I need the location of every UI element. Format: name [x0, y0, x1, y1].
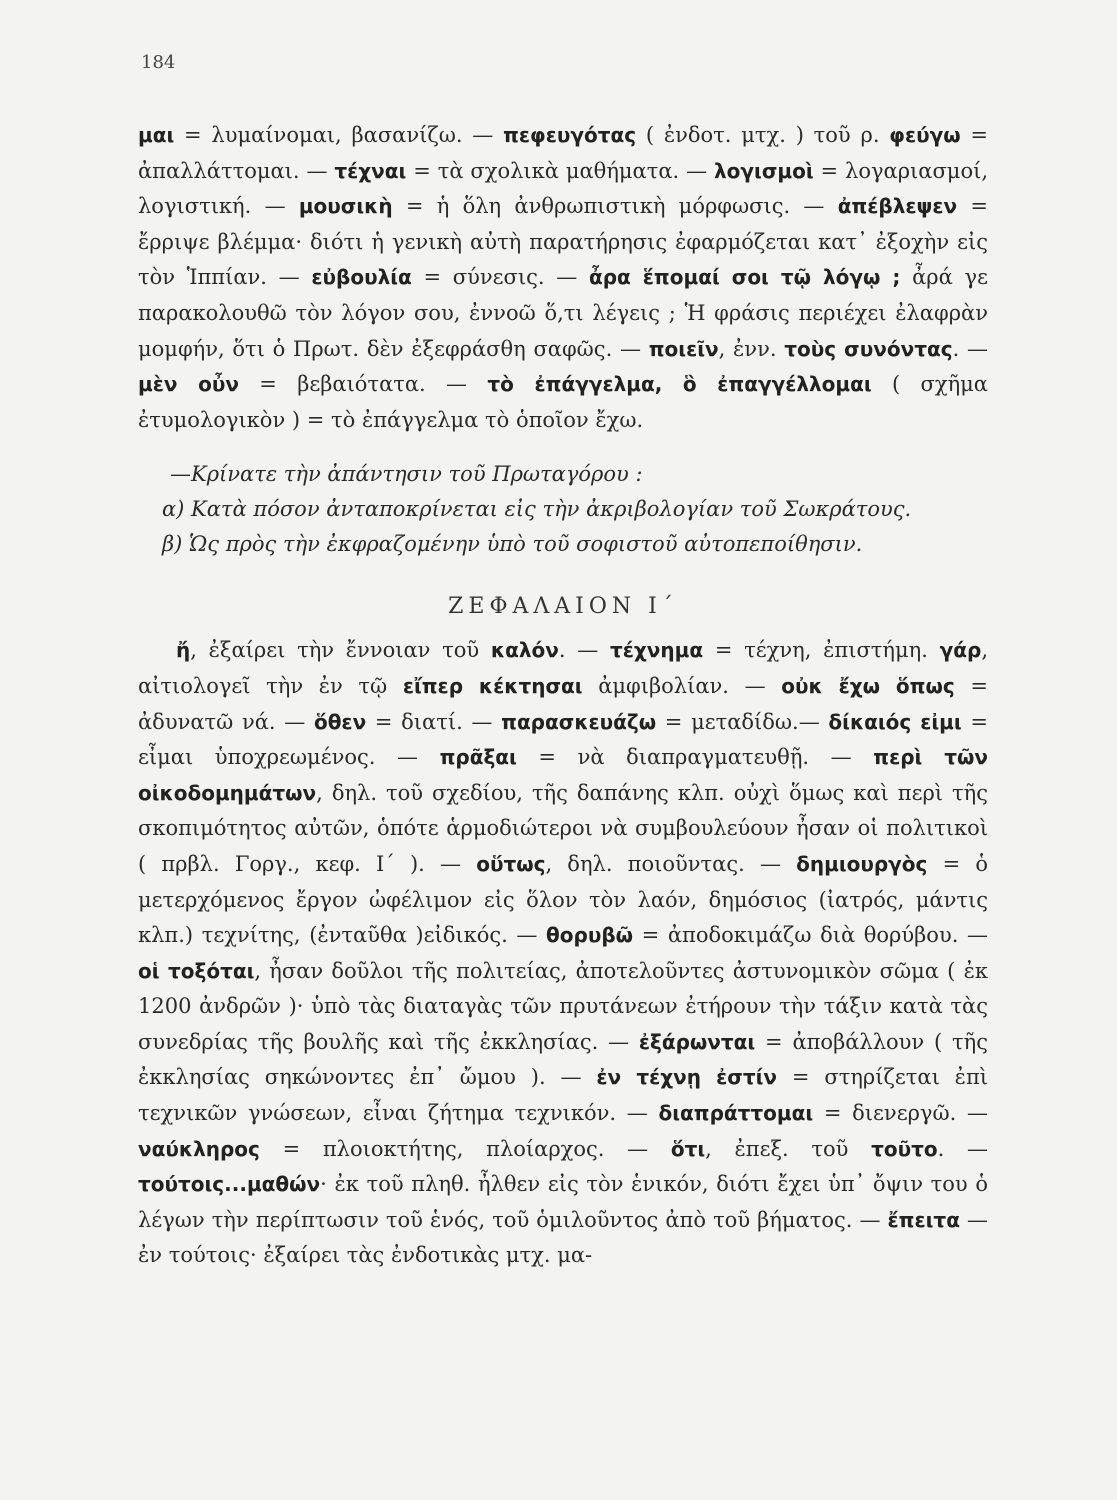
gloss-text: = τὰ σχολικὰ μαθήματα. — [406, 158, 714, 183]
gloss-text: = σύνεσις. — [411, 265, 589, 290]
gloss-text: = ἔρριψε βλέμμα· διότι ἡ γενικὴ αὐτὴ παρατήρησις ἐφαρμόζεται κατ᾽ ἐξοχὴν εἰς τὸν Ἱππίαν. — [138, 194, 988, 290]
gloss-text: = εἶμαι ὑποχρεωμένος. — [138, 709, 988, 770]
gloss-text: = πλοιοκτήτης, πλοίαρχος. — [259, 1136, 671, 1161]
commentary-paragraph-1 [138, 118, 988, 438]
chapter-title: ΖΕΦΑΛΑΙΟΝ Ι΄ [448, 594, 678, 620]
gloss-text: = διατί. — [366, 709, 502, 734]
gloss-text: , αἰτιολογεῖ τὴν ἐν τῷ [138, 638, 988, 698]
gloss-text: = ἡ ὅλη ἀνθρωπιστικὴ μόρφωσις. — [392, 194, 838, 219]
lemma-term: ἔπειτα [887, 1207, 960, 1232]
lemma-term: ἆρα ἕπομαί σοι τῷ λόγῳ ; [589, 265, 901, 290]
gloss-text: . — [558, 638, 610, 663]
lemma-term: ὅθεν [313, 709, 367, 734]
lemma-term: φεύγω [889, 123, 961, 147]
gloss-text: , δηλ. τοῦ σχεδίου, τῆς δαπάνης κλπ. οὐχὶ ὅμως καὶ περὶ τῆς σκοπιμότητος αὐτῶν, ὁπότε ἁρμοδιώτεροι νὰ συμβουλεύουν ἦσαν οἱ πολιτικοὶ ( πρβλ. Γοργ., κεφ. Ι΄ ). — [138, 780, 988, 876]
lemma-term: γάρ [939, 638, 982, 663]
gloss-text: ἀμφιβολίαν. — [582, 673, 782, 698]
gloss-text: = τέχνη, ἐπιστήμη. [703, 638, 940, 663]
gloss-text: = νὰ διαπραγματευθῇ. — [516, 745, 874, 770]
gloss-text: = ἀδυνατῶ νά. — [138, 673, 988, 734]
lemma-term: τέχνημα [610, 638, 704, 663]
lemma-term: ποιεῖν [648, 336, 719, 361]
lemma-term: ἀπέβλεψεν [837, 194, 958, 219]
question-item: β) Ὡς πρὸς τὴν ἐκφραζομένην ὑπὸ τοῦ σοφιστοῦ αὐτοπεποίθησιν. [162, 532, 863, 557]
lemma-term: δημιουργὸς [796, 851, 928, 876]
lemma-term: τὸ ἐπάγγελμα, ὃ ἐπαγγέλλομαι [487, 372, 872, 397]
gloss-text: , ἦσαν δοῦλοι τῆς πολιτείας, ἀποτελοῦντες ἀστυνομικὸν σῶμα ( ἐκ 1200 ἀνδρῶν )· ὑπὸ τὰς διαταγὰς τῶν πρυτάνεων ἐτήρουν τὴν τάξιν κατὰ τὰς συνεδρίας τῆς βουλῆς καὶ τῆς ἐκκλησίας. — [138, 958, 988, 1054]
gloss-text: . — [952, 336, 988, 361]
lemma-term: πεφευγότας [503, 123, 637, 147]
gloss-text: , ἐξαίρει τὴν ἔννοιαν τοῦ [190, 638, 491, 663]
lemma-term: ἤ [176, 638, 191, 663]
gloss-text: . — [937, 1136, 988, 1161]
lemma-term: οἱ τοξόται [138, 958, 255, 983]
gloss-text: = λογαριασμοί, λογιστική. — [138, 158, 989, 219]
lemma-term: ἐξάρωνται [638, 1029, 756, 1054]
gloss-text: = ὁ μετερχόμενος ἔργον ὠφέλιμον εἰς ὅλον τὸν λαόν, δημόσιος (ἰατρός, μάντις κλπ.) τεχνίτης, (ἐνταῦθα )εἰδικός. — [138, 851, 988, 948]
lemma-term: οὕτως [476, 851, 546, 876]
page-number: 184 [141, 52, 176, 73]
gloss-text: = στηρίζεται ἐπὶ τεχνικῶν γνώσεων, εἶναι ζήτημα τεχνικόν. — [138, 1065, 988, 1126]
gloss-text: ( ἐνδοτ. μτχ. ) τοῦ ρ. [636, 123, 890, 147]
questions-block [138, 457, 988, 562]
page-body [138, 118, 988, 1274]
gloss-text: = ἀποβάλλουν ( τῆς ἐκκλησίας σηκώνοντες ἐπ᾽ ὤμου ). — [138, 1029, 988, 1090]
gloss-text: = βεβαιότατα. — [238, 372, 488, 397]
gloss-text: , ἐνν. [718, 336, 785, 361]
lemma-term: ὅτι [670, 1136, 706, 1161]
gloss-text: · ἐκ τοῦ πληθ. ἦλθεν εἰς τὸν ἑνικόν, διότι ἔχει ὑπ᾽ ὄψιν του ὁ λέγων τὴν περίπτωσιν τοῦ ἑνός, τοῦ ὁμιλοῦντος ἀπὸ τοῦ βήματος. — [138, 1172, 988, 1232]
lemma-term: εὐβουλία [311, 265, 412, 290]
lemma-term: μὲν οὖν [138, 372, 239, 397]
gloss-text: = ἀπαλλάττομαι. — [138, 123, 988, 183]
lemma-term: θορυβῶ [546, 923, 634, 948]
lemma-term: μουσικὴ [298, 194, 393, 219]
lemma-term: ναύκληρος [138, 1136, 260, 1161]
gloss-text: = μεταδίδω.— [656, 709, 829, 734]
lemma-term: λογισμοὶ [714, 158, 814, 183]
lemma-term: οὐκ ἔχω ὅπως [781, 673, 955, 698]
questions-heading: —Κρίνατε τὴν ἀπάντησιν τοῦ Πρωταγόρου : [170, 462, 643, 487]
lemma-term: παρασκευάζω [501, 709, 657, 734]
gloss-text: = λυμαίνομαι, βασανίζω. — [174, 123, 504, 147]
lemma-term: μαι [138, 123, 175, 147]
gloss-text: , δηλ. ποιοῦντας. — [545, 851, 797, 876]
lemma-term: τέχναι [334, 158, 407, 183]
commentary-paragraph-2 [138, 633, 988, 1274]
question-item: α) Κατὰ πόσον ἀνταποκρίνεται εἰς τὴν ἀκριβολογίαν τοῦ Σωκράτους. [162, 497, 912, 522]
gloss-text: ( σχῆμα ἐτυμολογικὸν ) = τὸ ἐπάγγελμα τὸ ὁποῖον ἔχω. [138, 372, 988, 432]
lemma-term: ἐν τέχνῃ ἐστίν [596, 1065, 778, 1090]
gloss-text: = ἀποδοκιμάζω διὰ θορύβου. — [633, 923, 988, 948]
lemma-term: πρᾶξαι [439, 745, 517, 770]
gloss-text: ἆρά γε παρακολουθῶ τὸν λόγον σου, ἐννοῶ ὅ,τι λέγεις ; Ἡ φράσις περιέχει ἐλαφρὰν μομφήν, ὅτι ὁ Πρωτ. δὲν ἐξεφράσθη σαφῶς. — [138, 265, 988, 361]
lemma-term: τούτοις...μαθών [138, 1172, 321, 1197]
gloss-text: — ἐν τούτοις· ἐξαίρει τὰς ἐνδοτικὰς μτχ. μα- [138, 1207, 989, 1268]
lemma-term: διαπράττομαι [658, 1101, 814, 1126]
lemma-term: τοὺς συνόντας [784, 336, 953, 361]
lemma-term: τοῦτο [871, 1136, 938, 1161]
lemma-term: δίκαιός εἰμι [828, 709, 962, 734]
lemma-term: εἴπερ κέκτησαι [402, 673, 583, 698]
gloss-text: , ἐπεξ. τοῦ [705, 1136, 872, 1161]
lemma-term: περὶ τῶν οἰκοδομημάτων [138, 745, 988, 805]
gloss-text: = διενεργῶ. — [813, 1101, 988, 1126]
lemma-term: καλόν [490, 638, 559, 663]
